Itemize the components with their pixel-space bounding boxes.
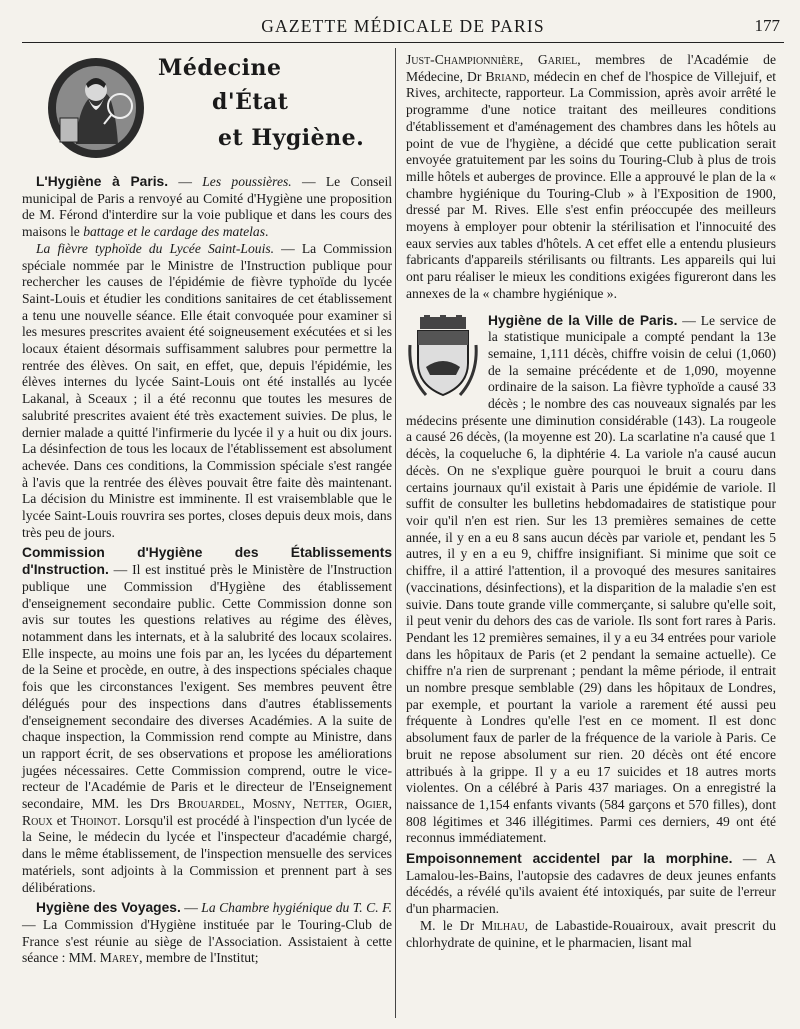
section-banner bbox=[22, 52, 392, 168]
morphine-heading: Empoisonnement accidentel par la morphine. bbox=[406, 851, 733, 867]
voyages-text-a: La Commission d'Hygiène instituée par le Touring-Club de France s'est réunie au siège de l'Association. Assistaient à cette séance : MM. bbox=[22, 916, 392, 966]
ville-heading: Hygiène de la Ville de Paris. bbox=[488, 312, 678, 328]
voyages-italic: La Chambre hygiénique du T. C. F. bbox=[201, 900, 393, 916]
voyages-text-d: , médecin en chef de l'hospice de Villejuif, et Rives, architecte, rapporteur. La Commission, après avoir arrêté le programme d'une notice traitant des meilleures conditions d'établissement et d'aménagement des chambres dans les hôtels au point de vue de l'hygiène, a décidé que cette publication serait envoyée gratuitement par les soins du Touring-Club à plus de trois mille hôtels et auberges de province. Elle a approuvé le plan de la « chambre hygiénique du Touring-Club » à l'Exposition de 1900, dressé par M. Rives. Elle s'est enfin préoccupée des meilleurs moyens à employer pour obtenir la stérilisation et l'innocuité des eaux servies aux tables d'hôtels. A cet effet elle a entendu plusieurs fabricants d'appareils stérilisants ou filtrants. Les appareils qui lui ont paru réaliser le mieux les conditions exigées figureront dans les annexes de la « chambre hygiénique ». bbox=[406, 68, 777, 301]
section-title-line3: et Hygiène. bbox=[218, 125, 365, 151]
ville-paragraph: Hygiène de la Ville de Paris. — Le service de la statistique municipale a compté pendant la 13e semaine, 1,111 décès, chiffre voisin de celui (1,060) de la semaine précédente et de 1,090, moyenne ordinaire de la saison. La fièvre typhoïde a causé 33 décès ; le nombre des cas nouveaux signalés par les médecins présente une diminution considérable (143). La rougeole a causé 26 décès, (la moyenne est 20). La scarlatine n'a causé que 1 décès, la coqueluche 6, la diphtérie 4. La variole n'a causé aucun décès. On ne s'explique guère pourquoi le bruit a couru dans certains journaux qu'il existait à Paris une épidémie de variole. Il suffit de consulter les bulletins hebdomadaires de statistique pour voir qu'il n'en est rien. Sur les 13 premières semaines de cette année, il y en a eu 8 sans aucun décès par variole et, pendant les 5 autres, il y en a eu 9, chiffre insignifiant. Si minime que soit ce chiffre, il a attiré l'attention, il a provoqué des mesures sanitaires (vaccinations, désinfections), et la disparition de la maladie s'en est suivie. Dans toute grande ville commerçante, si salubre qu'elle soit, il peut venir du dehors des cas de variole. Ils sont fort rares à Paris. Pendant les 12 premières semaines, il y a eu 34 entrées pour variole dans les hôpitaux de Paris (et 2 pendant la semaine actuelle). Ce chiffre n'a rien de surprenant ; pendant la même période, il entrait un nombre presque semblable (29) dans les hôpitaux de Londres, par exemple, et pourtant la variole a rarement été aussi peu fréquente à Londres qu'elle l'est en ce moment. Il est donc absolument faux de parler de la fréquence de la variole à Paris. Ce bruit ne repose absolument sur rien. 20 décès ont été encore attribués à la grippe. Il y a eu 17 suicides et 18 autres morts violentes. On a célébré à Paris 437 mariages. On a enregistré la naissance de 1,154 enfants vivants (584 garçons et 570 filles), dont 808 légitimes et 346 illégitimes. Parmi ces derniers, 49 ont été reconnus immédiatement. bbox=[406, 312, 777, 846]
voyages-paragraph: Hygiène des Voyages. — La Chambre hygiénique du T. C. F. — La Commission d'Hygiène instituée par le Touring-Club de France s'est réunie au siège de l'Association. Assistaient à cette séance : MM. Marey, membre de l'Institut; bbox=[22, 900, 393, 966]
commission-text-a: Il est institué près le Ministère de l'Instruction publique une Commission d'Hygiène des établissement d'enseignement secondaire public. Cette Commission donne son avis sur toutes les questions relatives au régime des élèves, notamment dans les internats, et à la salubrité des locaux scolaires. Elle inspecte, au moins une fois par an, les lycées du département de la Seine et procède, en outre, à des inspections spéciales chaque fois que les circonstances l'exigent. Ses membres peuvent être délégués pour des inspections dans d'autres établissements d'enseignement secondaire des diverses Académies. A la suite de chaque inspection, la Commission rend compte au Ministre, dans un rapport écrit, de ses observations et propose les améliorations jugées nécessaires. Cette Commission comprend, outre le vice-recteur de l'Académie de Paris et le directeur de l'Enseignement secondaire, MM. les Drs bbox=[22, 562, 392, 812]
right-column bbox=[406, 52, 776, 951]
ville-text: Le service de la statistique municipale a compté pendant la 13e semaine, 1,111 décès, chiffre voisin de celui (1,060) de la semaine précédente et de 1,090, moyenne ordinaire de la saison. La fièvre typhoïde a causé 33 décès ; le nombre des cas nouveaux signalés par les médecins présente une diminution considérable (143). La rougeole a causé 26 décès, (la moyenne est 20). La scarlatine n'a causé que 1 décès, la coqueluche 6, la diphtérie 4. La variole n'a causé aucun décès. On ne s'explique guère pourquoi le bruit a couru dans certains journaux qu'il existait à Paris une épidémie de variole. Il suffit de consulter les bulletins hebdomadaires de statistique pour voir qu'il n'en est rien. Sur les 13 premières semaines de cette année, il y en a eu 8 sans aucun décès par variole et, pendant les 5 autres, il y en a eu 9, chiffre insignifiant. Si minime que soit ce chiffre, il a attiré l'attention, il a provoqué des mesures sanitaires (vaccinations, désinfections), et la disparition de la maladie s'en est suivie. Dans toute grande ville commerçante, si salubre qu'elle soit, il peut venir du dehors des cas de variole. Ils sont fort rares à Paris. Pendant les 12 premières semaines, il y a eu 34 entrées pour variole dans les hôpitaux de Paris (et 2 pendant la semaine actuelle). Ce chiffre n'a rien de surprenant ; pendant la même période, il entrait un nombre presque semblable (29) dans les hôpitaux de Londres, par exemple, et pourtant la variole a rarement été aussi peu fréquente à Londres qu'elle l'est en ce moment. Il est donc absolument faux de parler de la fréquence de la variole à Paris. Ce bruit ne repose absolument sur rien. 20 décès ont été encore attribués à la grippe. Il y a eu 17 suicides et 18 autres morts violentes. On a célébré à Paris 437 mariages. On a enregistré la naissance de 1,154 enfants vivants (584 garçons et 570 filles), dont 808 légitimes et 346 illégitimes. Parmi ces derniers, 49 ont été reconnus immédiatement. bbox=[406, 312, 777, 846]
voyages-text-c: , membres de l'Académie de Médecine, Dr bbox=[406, 52, 776, 84]
left-column bbox=[22, 52, 392, 967]
commission-name-last: Thoinot bbox=[70, 812, 118, 828]
morphine-paragraph-2 bbox=[406, 918, 776, 951]
hygiene-paris-paragraph: L'Hygiène à Paris. — Les poussières. — Le Conseil municipal de Paris a renvoyé au Comité d'Hygiène une proposition de M. Férond d'interdire sur la voie publique et dans les cours des maisons le battage et le cardage des matelas. bbox=[22, 174, 392, 240]
voyages-names2: Just-Championnière, Gariel bbox=[406, 52, 578, 67]
morphine-text2b: , de Labastide-Rouairoux, avait prescrit du chlorhydrate de quinine, et le pharmacien, lisant mal bbox=[406, 917, 776, 950]
column-divider bbox=[395, 48, 396, 1018]
voyages-heading: Hygiène des Voyages. bbox=[36, 900, 181, 916]
voyages-name1: Marey bbox=[99, 950, 140, 966]
voyages-text-b: , membre de l'Institut; bbox=[139, 950, 259, 966]
commission-paragraph: Commission d'Hygiène des Établissements d'Instruction. — Il est institué près le Ministère de l'Instruction publique une Commission d'Hygiène des établissement d'enseignement secondaire public. Cette Commission donne son avis sur toutes les questions relatives au régime des élèves, notamment dans les internats, et à la salubrité des locaux scolaires. Elle inspecte, au moins une fois par an, les lycées du département de la Seine et procède, en outre, à des inspections spéciales chaque fois que les circonstances l'exigent. Ses membres peuvent être délégués pour des inspections dans d'autres établissements d'enseignement secondaire des diverses Académies. A la suite de chaque inspection, la Commission rend compte au Ministre, dans un rapport écrit, de ses observations et propose les améliorations jugées nécessaires. Cette Commission comprend, outre le vice-recteur de l'Académie de Paris et le directeur de l'Enseignement secondaire, MM. les Drs Brouardel, Mosny, Netter, Ogier, Roux et Thoinot. Lorsqu'il est procédé à l'inspection d'un lycée de la Seine, le médecin du lycée et l'inspecteur d'académie chargé, dans le même établissement, de l'inspection mensuelle des services matériels, sont adjoints à la Commission et prennent part à ses délibérations. bbox=[22, 545, 392, 895]
morphine-name: Milhau bbox=[481, 917, 525, 933]
hygiene-paris-heading: L'Hygiène à Paris. bbox=[36, 174, 169, 189]
journal-title: GAZETTE MÉDICALE DE PARIS bbox=[261, 16, 545, 36]
fievre-text: La Commission spéciale nommée par le Ministre de l'Instruction publique pour rechercher les causes de l'épidémie de fièvre typhoïde du lycée Saint-Louis et étudier les conditions sanitaires de cet établissement a tenu une nouvelle séance. Elle était convoquée pour examiner si les mesures prescrites avaient été soigneusement exécutées et si les locaux étaient désormais suffisamment salubres pour permettre la rentrée des élèves. On sait, en effet, que, depuis l'épidémie, les élèves internes du lycée Saint-Louis ont été installés au lycée Lakanal, à Sceaux ; il a été reconnu que toutes les mesures de salubrité prescrites avaient été très exactement suivies. De plus, le dernier malade a quitté l'infirmerie du lycée il y a huit ou dix jours. La désinfection de tous les locaux de l'établissement est absolument achevée. Dans ces conditions, la Commission spéciale s'est rangée à l'avis que la rentrée des élèves pouvait être faite dès maintenant. La décision du Ministre est imminente. Il est vraisemblable que le lycée Saint-Louis rouvrira ses portes, closes depuis deux mois, dans très peu de jours. bbox=[22, 240, 392, 540]
commission-heading: Commission d'Hygiène des Établissements d'Instruction. bbox=[22, 545, 392, 578]
matelas-italic: battage et le cardage des matelas bbox=[83, 224, 266, 240]
commission-et: et bbox=[56, 812, 67, 828]
physician-vignette-icon bbox=[46, 54, 146, 162]
commission-names: Brouardel, Mosny, Netter, Ogier, Roux bbox=[22, 796, 392, 828]
hygiene-paris-text: Le Conseil municipal de Paris a renvoyé au Comité d'Hygiène une proposition de M. Férond d'interdire sur la voie publique et dans les cours des maisons le bbox=[22, 174, 392, 240]
poussieres-subheading: Les poussières. bbox=[202, 174, 292, 189]
paris-coat-of-arms-icon bbox=[406, 315, 480, 401]
morphine-paragraph: Empoisonnement accidentel par la morphine. — A Lamalou-les-Bains, l'autopsie des cadavres de deux jeunes enfants décédés, a révélé qu'ils avaient été intoxiqués, par suite de l'erreur d'un pharmacien. bbox=[406, 851, 777, 917]
fievre-heading: La fièvre typhoïde du Lycée Saint-Louis. bbox=[36, 240, 275, 256]
page-number: 177 bbox=[754, 16, 780, 35]
commission-text-b: . Lorsqu'il est procédé à l'inspection d'un lycée de la Seine, le médecin du lycée et l'inspecteur d'académie chargé, dans le même établissement, de l'inspection mensuelle des services matériels, sont adjoints à la Commission et prennent part à ses délibérations. bbox=[22, 812, 392, 895]
fievre-paragraph: La fièvre typhoïde du Lycée Saint-Louis. — La Commission spéciale nommée par le Ministre de l'Instruction publique pour rechercher les causes de l'épidémie de fièvre typhoïde du lycée Saint-Louis et étudier les conditions sanitaires de cet établissement a tenu une nouvelle séance. Elle était convoquée pour examiner si les mesures prescrites avaient été soigneusement exécutées et si les locaux étaient désormais suffisamment salubres pour permettre la rentrée des élèves. On sait, en effet, que, depuis l'épidémie, les élèves internes du lycée Saint-Louis ont été installés au lycée Lakanal, à Sceaux ; il a été reconnu que toutes les mesures de salubrité prescrites avaient été très exactement suivies. De plus, le dernier malade a quitté l'infirmerie du lycée il y a huit ou dix jours. La désinfection de tous les locaux de l'établissement est absolument achevée. Dans ces conditions, la Commission spéciale s'est rangée à l'avis que la rentrée des élèves pouvait être faite dès maintenant. La décision du Ministre est imminente. Il est vraisemblable que le lycée Saint-Louis rouvrira ses portes, closes depuis deux mois, dans très peu de jours. bbox=[22, 240, 392, 540]
morphine-text1: A Lamalou-les-Bains, l'autopsie des cadavres de deux jeunes enfants décédés, a révélé qu'ils avaient été intoxiqués, par suite de l'erreur d'un pharmacien. bbox=[406, 851, 777, 917]
voyages-name3: Briand bbox=[485, 68, 527, 84]
ville-section bbox=[406, 313, 776, 848]
voyages-continued bbox=[406, 52, 776, 303]
running-header bbox=[22, 12, 784, 43]
section-title-line2: d'État bbox=[212, 89, 289, 115]
section-title-line1: Médecine bbox=[158, 55, 282, 81]
morphine-text2a: M. le Dr bbox=[420, 917, 475, 933]
